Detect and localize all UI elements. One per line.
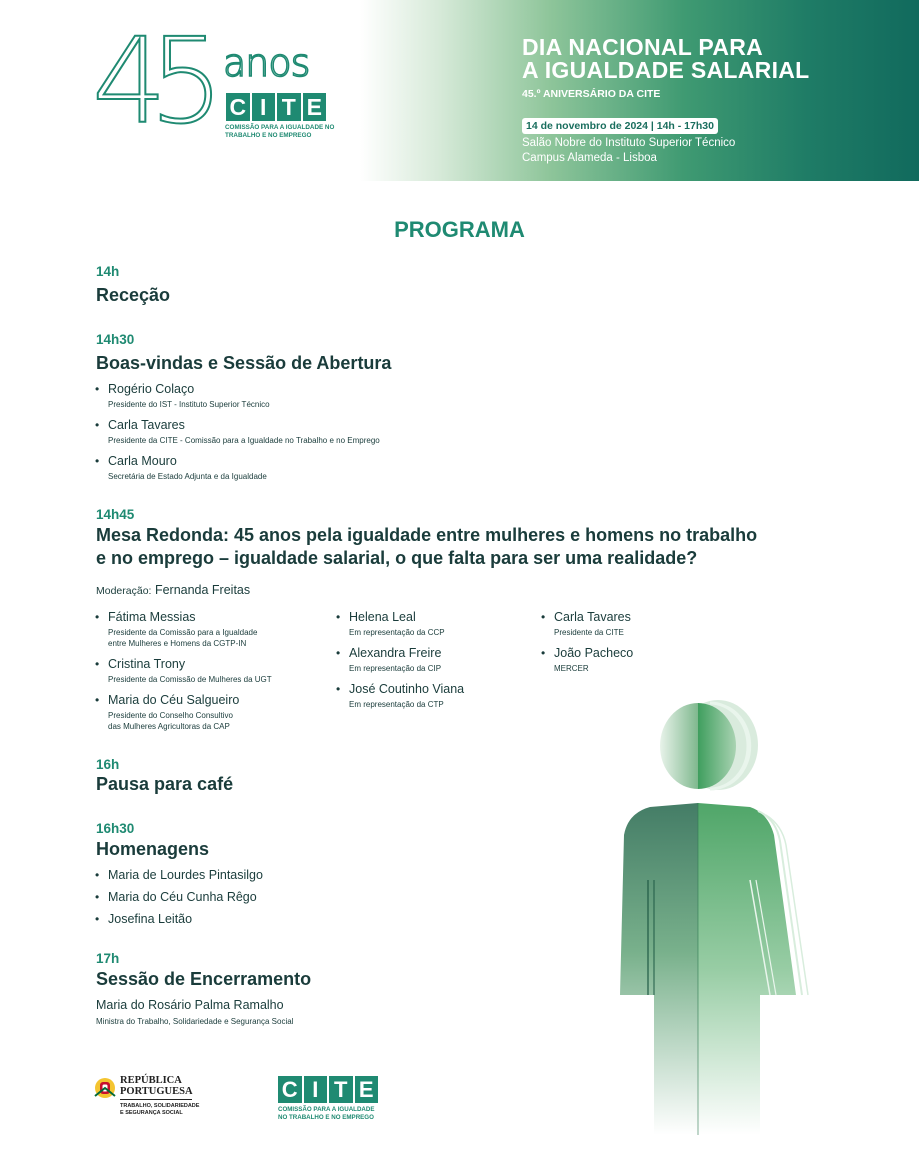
honoree-item	[108, 890, 257, 905]
panelist-role: Em representação da CTP	[349, 700, 444, 709]
figure-head-left	[660, 703, 698, 789]
speaker-name: • Carla Mouro	[108, 454, 267, 469]
rp-ministry: TRABALHO, SOLIDARIEDADE E SEGURANÇA SOCIAL	[120, 1103, 200, 1116]
session-time: 16h30	[96, 821, 135, 836]
logo-number: 45	[92, 12, 207, 150]
rp-divider	[120, 1099, 192, 1100]
honoree-name: • Maria de Lourdes Pintasilgo	[108, 868, 263, 883]
panelist-name: • Helena Leal	[349, 610, 445, 625]
cite-45-anos-logo	[92, 12, 335, 150]
speaker-name: • Carla Tavares	[108, 418, 380, 433]
honoree-name: • Maria do Céu Cunha Rêgo	[108, 890, 257, 905]
cite-letter: E	[355, 1076, 379, 1103]
panelist-name: • Carla Tavares	[554, 610, 631, 625]
session-title: Homenagens	[96, 839, 210, 859]
logo-cite-boxes	[226, 93, 326, 121]
panelist-item	[108, 693, 239, 732]
woman-figure-illustration	[610, 695, 810, 1140]
panelist-item	[108, 610, 257, 649]
venue-line1: Salão Nobre do Instituto Superior Técnico	[522, 137, 736, 149]
portugal-emblem-icon	[94, 1076, 116, 1100]
speaker-role: Presidente da CITE - Comissão para a Igualdade no Trabalho e no Emprego	[108, 436, 380, 445]
panelist-name: • Maria do Céu Salgueiro	[108, 693, 239, 708]
cite-footer-tagline: COMISSÃO PARA A IGUALDADE NO TRABALHO E NO EMPREGO	[278, 1106, 375, 1121]
speaker-item	[108, 418, 380, 447]
session-time: 17h	[96, 951, 120, 966]
event-date-badge: 14 de novembro de 2024 | 14h - 17h30	[522, 118, 718, 134]
session-title	[96, 524, 757, 570]
event-title	[522, 36, 810, 82]
panelist-role: MERCER	[554, 664, 589, 673]
speaker-role: Presidente do IST - Instituto Superior Técnico	[108, 400, 270, 409]
session-time: 14h30	[96, 332, 135, 347]
panelist-item	[554, 646, 633, 675]
panelist-role-line: Presidente da Comissão para a Igualdade	[108, 628, 258, 637]
panelist-item	[349, 682, 464, 711]
honoree-name: • Josefina Leitão	[108, 912, 192, 927]
moderator-name: Fernanda Freitas	[154, 583, 251, 597]
session-title: Receção	[96, 285, 171, 305]
session-time: 14h	[96, 264, 120, 279]
republica-portuguesa-logo	[94, 1074, 214, 1122]
event-subtitle: 45.º ANIVERSÁRIO DA CITE	[522, 88, 661, 100]
rp-line2: PORTUGUESA	[120, 1086, 193, 1097]
speaker-name: • Rogério Colaço	[108, 382, 270, 397]
rp-line1: REPÚBLICA	[120, 1075, 182, 1086]
speaker-item	[108, 382, 270, 411]
cite-letter: C	[278, 1076, 302, 1103]
panelist-item	[349, 610, 445, 639]
panelist-role: Em representação da CIP	[349, 664, 442, 673]
honoree-item	[108, 912, 192, 927]
logo-letter: I	[252, 93, 276, 121]
session-title: Sessão de Encerramento	[96, 969, 312, 989]
closing-speaker-role: Ministra do Trabalho, Solidariedade e Segurança Social	[96, 1017, 294, 1026]
session-time: 14h45	[96, 507, 135, 522]
speaker-item	[108, 454, 267, 483]
figure-body-left	[620, 803, 698, 1135]
panelist-role-line: das Mulheres Agricultoras da CAP	[108, 721, 230, 731]
session-title: Pausa para café	[96, 774, 234, 794]
panelist-name: • Cristina Trony	[108, 657, 272, 672]
program-title: PROGRAMA	[394, 217, 525, 242]
session-title-line1: Mesa Redonda: 45 anos pela igualdade entre mulheres e homens no trabalho	[96, 525, 758, 545]
cite-letter: I	[304, 1076, 328, 1103]
panelist-item	[554, 610, 631, 639]
cite-footer-logo	[278, 1076, 378, 1122]
honoree-item	[108, 868, 263, 883]
logo-tagline: COMISSÃO PARA A IGUALDADE NO TRABALHO E NO EMPREGO	[225, 124, 335, 139]
panelist-name: • Alexandra Freire	[349, 646, 441, 661]
event-venue	[522, 136, 735, 165]
panelist-role: Em representação da CCP	[349, 628, 445, 637]
event-title-line1: DIA NACIONAL PARA	[522, 34, 764, 60]
panelist-role-line: entre Mulheres e Homens da CGTP-IN	[108, 638, 247, 648]
panelist-role	[108, 711, 239, 732]
event-title-line2: A IGUALDADE SALARIAL	[522, 57, 810, 83]
moderation	[96, 583, 250, 597]
session-time: 16h	[96, 757, 120, 772]
panelist-name: • João Pacheco	[554, 646, 633, 661]
panelist-item	[349, 646, 441, 675]
cite-footer-boxes	[278, 1076, 378, 1103]
speaker-role: Secretária de Estado Adjunta e da Igualdade	[108, 472, 267, 481]
logo-letter: T	[277, 93, 301, 121]
panelist-role: Presidente da Comissão de Mulheres da UGT	[108, 675, 272, 684]
logo-letter: C	[226, 93, 250, 121]
panelist-role-line: Presidente do Conselho Consultivo	[108, 711, 233, 720]
panelist-name: • José Coutinho Viana	[349, 682, 464, 697]
logo-letter: E	[303, 93, 327, 121]
header-banner	[0, 0, 919, 181]
logo-anos: anos	[223, 41, 310, 85]
session-title: Boas-vindas e Sessão de Abertura	[96, 353, 392, 373]
session-title-line2: e no emprego – igualdade salarial, o que falta para ser uma realidade?	[96, 548, 698, 568]
panelist-name: • Fátima Messias	[108, 610, 257, 625]
venue-line2: Campus Alameda - Lisboa	[522, 151, 657, 164]
closing-speaker-name: Maria do Rosário Palma Ramalho	[96, 998, 284, 1012]
panelist-item	[108, 657, 272, 686]
panelist-role: Presidente da CITE	[554, 628, 624, 637]
cite-letter: T	[329, 1076, 353, 1103]
panelist-role	[108, 628, 257, 649]
moderation-label: Moderação:	[96, 585, 152, 597]
